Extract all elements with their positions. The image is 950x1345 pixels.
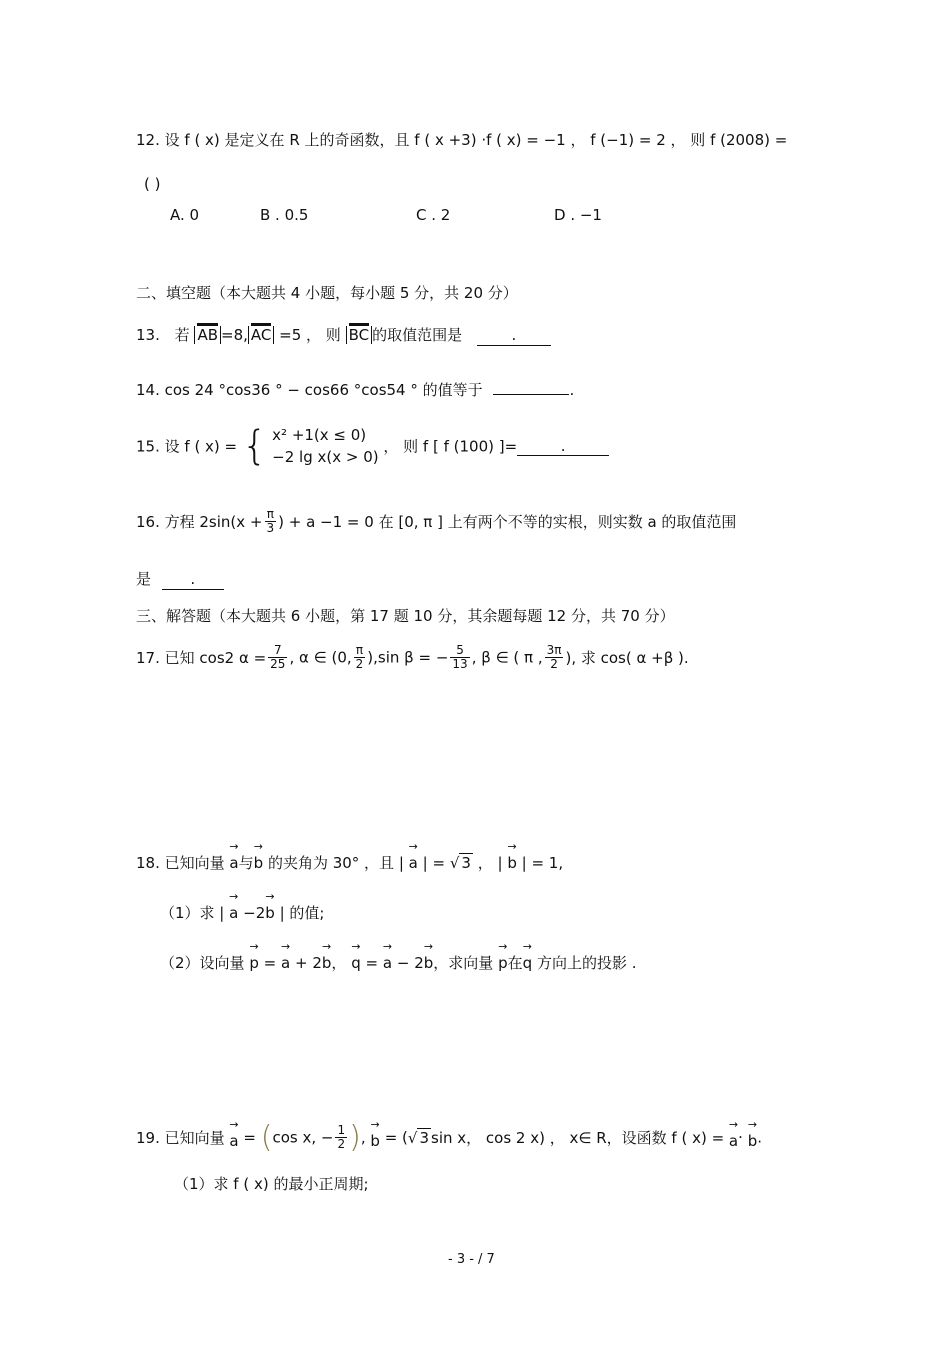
q14-answer-blank <box>493 394 569 395</box>
q16 <box>136 508 736 535</box>
q18-part1: （1）求 | → a −2→ b | 的值; <box>160 898 324 923</box>
sqrt-3: √ 3 <box>449 854 471 872</box>
q15-suffix: ， 则 f [ f (100) ]= <box>383 437 518 456</box>
q12-option-a: A. 0 <box>170 206 200 224</box>
page-number: - 3 - / 7 <box>448 1252 495 1267</box>
vector-p: → p <box>498 948 508 972</box>
vector-b: → b <box>254 848 264 872</box>
sqrt-3: √ 3 <box>407 1128 430 1147</box>
vector-a: → a <box>229 848 238 872</box>
right-paren: ) <box>349 1120 361 1155</box>
vector-b: → b <box>748 1126 758 1150</box>
q16-middle: ) + a −1 = 0 在 [0, π ] 上有两个不等的实根，则实数 a 的取值范围 <box>278 513 737 531</box>
q16-line2: 是 . <box>136 569 224 590</box>
vector-a: → a <box>229 1126 238 1150</box>
q15 <box>136 424 609 468</box>
q17: 17. 已知 cos2 α = $\frac{7}{25}$ , α ∈ (0, $\frac{\pi}{2}$ ),sin β = − $\frac{5}{13}$ , β ∈ ( π , $\frac{3\pi}{2}$ ), 求 cos( α +β ). <box>136 643 689 671</box>
vector-q: → q <box>523 948 533 972</box>
q17-fraction-3: $\frac{5}{13}$ <box>452 643 468 671</box>
q13-answer-blank: . <box>477 325 551 346</box>
q17-fraction-4: $\frac{3\pi}{2}$ <box>546 643 562 671</box>
q15-prefix: 15. 设 f ( x) = <box>136 437 238 456</box>
q15-piecewise <box>272 424 378 468</box>
q14-text: 14. cos 24 °cos36 ° − cos66 °cos54 ° 的值等于 <box>136 381 483 399</box>
q12-stem: 12. 设 f ( x) 是定义在 R 上的奇函数，且 f ( x +3) ·f ( x) = −1 ， f (−1) = 2 ， 则 f (2008) = <box>136 131 788 149</box>
vector-b: → b <box>507 848 517 872</box>
vector-b: → b <box>322 948 332 972</box>
q14: 14. cos 24 °cos36 ° − cos66 °cos54 ° 的值等于 . <box>136 381 575 399</box>
q13-num: 13. <box>136 326 160 344</box>
q16-answer-blank: . <box>162 569 224 590</box>
q18: 18. 已知向量 → a与→ b 的夹角为 30° ，且 | → a | = √ 3 ， | → b | = 1, <box>136 848 563 873</box>
q12-answer-paren: ( ) <box>144 175 161 193</box>
vector-b: → b <box>424 948 434 972</box>
q13-abs-ab: AB <box>194 326 221 344</box>
q19: 19. 已知向量 → a = (cos x, − $\frac{1}{2}$ ), → b = (√ 3 sin x， cos 2 x) ， x∈ R，设函数 f ( x) = → a· → b. <box>136 1120 762 1155</box>
q12-option-d: D . −1 <box>554 206 602 224</box>
vector-a: → a <box>383 948 392 972</box>
q13-abs-bc: BC <box>346 326 373 344</box>
q12-option-b: B . 0.5 <box>260 206 309 224</box>
q15-case-1: x² +1(x ≤ 0) <box>272 426 367 444</box>
vector-q: → q <box>351 948 361 972</box>
q15-case-2: −2 lg x(x > 0) <box>272 448 379 466</box>
q16-fraction: $\frac{\pi}{3}$ <box>266 507 275 535</box>
vector-p: → p <box>249 948 259 972</box>
q19-fraction-half: $\frac{1}{2}$ <box>337 1123 346 1151</box>
q19-part1: （1）求 f ( x) 的最小正周期; <box>174 1175 369 1193</box>
q12-option-c: C . 2 <box>416 206 451 224</box>
vector-a: → a <box>229 898 238 922</box>
vector-a: → a <box>281 948 290 972</box>
vector-b: → b <box>370 1126 380 1150</box>
section-2-header: 二、填空题（本大题共 4 小题，每小题 5 分，共 20 分） <box>136 284 518 302</box>
q15-answer-blank: . <box>517 437 609 456</box>
q13: 13. 若 AB =8, AC =5 ， 则 BC 的取值范围是 . <box>136 325 551 346</box>
vector-b: → b <box>265 898 275 922</box>
vector-a: → a <box>729 1126 738 1150</box>
q13-ruo: 若 <box>174 326 190 344</box>
q18-part2: （2）设向量 → p = → a + 2→ b， → q = → a − 2→ b，求向量 → p在→ q 方向上的投影 . <box>160 948 636 973</box>
left-paren: ( <box>260 1120 273 1155</box>
section-3-header: 三、解答题（本大题共 6 小题，第 17 题 10 分，其余题每题 12 分，共 70 分） <box>136 607 675 625</box>
left-brace: { <box>241 423 268 469</box>
q17-fraction-2: $\frac{\pi}{2}$ <box>355 643 364 671</box>
q13-abs-ac: AC <box>248 326 274 344</box>
q16-prefix: 16. 方程 2sin(x + <box>136 513 263 531</box>
vector-a: → a <box>409 848 418 872</box>
q17-fraction-1: $\frac{7}{25}$ <box>270 643 286 671</box>
